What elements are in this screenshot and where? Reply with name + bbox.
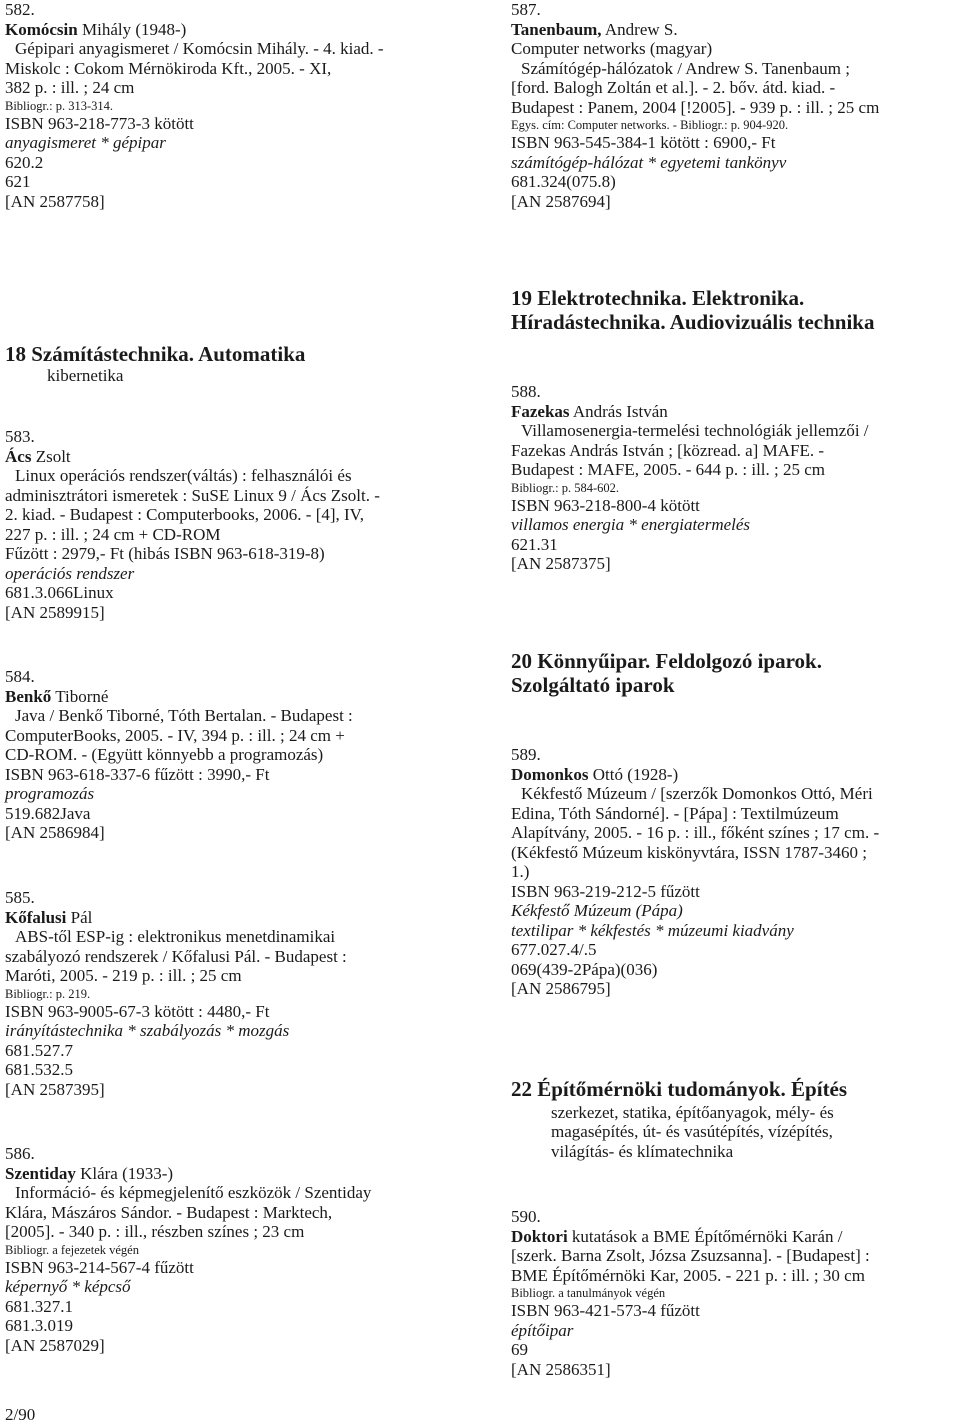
entry-subjects: anyagismeret * gépipar [5, 133, 166, 152]
entry-author: Tanenbaum, Andrew S. [511, 19, 678, 39]
entry-isbn: ISBN 963-218-773-3 kötött [5, 113, 194, 133]
section-heading-22: 22 Építőmérnöki tudományok. Építés [511, 1077, 848, 1101]
entry-subjects: irányítástechnika * szabályozás * mozgás [5, 1021, 290, 1040]
entry-code: 681.532.5 [5, 1060, 73, 1079]
entry-583 [5, 427, 460, 622]
entry-subjects: programozás [5, 784, 95, 803]
entry-author: Kőfalusi Pál [5, 907, 93, 927]
entry-line: Villamosenergia-termelési technológiák jellemzői / [521, 421, 869, 440]
entry-line: Kékfestő Múzeum / [szerzők Domonkos Ottó, Méri [521, 784, 873, 803]
entry-code: 681.3.019 [5, 1316, 73, 1335]
entry-line: szabályozó rendszerek / Kőfalusi Pál. - Budapest : [5, 946, 347, 966]
entry-line: Alapítvány, 2005. - 16 p. : ill., főként színes ; 17 cm. - [511, 823, 880, 842]
entry-isbn: ISBN 963-9005-67-3 kötött : 4480,- Ft [5, 1001, 270, 1021]
entry-line: ComputerBooks, 2005. - IV, 394 p. : ill. ; 24 cm + [5, 725, 345, 745]
section-heading-19: 19 Elektrotechnika. Elektronika. Híradástechnika. Audiovizuális technika [511, 286, 875, 334]
entry-code: 681.3.066Linux [5, 583, 114, 602]
entry-number: 586. [5, 1144, 35, 1163]
entry-an: [AN 2587758] [5, 191, 105, 211]
entry-author: Benkő Tiborné [5, 686, 109, 706]
entry-an: [AN 2587375] [511, 554, 611, 573]
entry-an: [AN 2589915] [5, 602, 105, 622]
entry-line: Gépipari anyagismeret / Komócsin Mihály. - 4. kiad. - [15, 39, 384, 58]
entry-line: adminisztrátori ismeretek : SuSE Linux 9 / Ács Zsolt. - [5, 485, 380, 505]
entry-line: Budapest : MAFE, 2005. - 644 p. : ill. ; 25 cm [511, 460, 826, 479]
entry-note: Bibliogr.: p. 584-602. [511, 480, 619, 495]
entry-note: Bibliogr. a tanulmányok végén [511, 1286, 666, 1300]
entry-code: 069(439-2Pápa)(036) [511, 959, 658, 979]
entry-number: 582. [5, 0, 35, 19]
entry-code: 519.682Java [5, 803, 91, 823]
entry-code: 681.527.7 [5, 1040, 73, 1060]
entry-587 [511, 0, 960, 211]
section-heading-18: 18 Számítástechnika. Automatika [5, 342, 306, 366]
entry-subjects: számítógép-hálózat * egyetemi tankönyv [511, 152, 787, 172]
entry-isbn: ISBN 963-545-384-1 kötött : 6900,- Ft [511, 133, 776, 152]
entry-line: Java / Benkő Tiborné, Tóth Bertalan. - Budapest : [15, 706, 353, 725]
entry-number: 588. [511, 382, 541, 401]
entry-number: 587. [511, 0, 541, 19]
entry-line: 1.) [511, 862, 530, 881]
entry-author: Komócsin Mihály (1948-) [5, 19, 187, 39]
entry-code: 621 [5, 172, 31, 191]
entry-note: Bibliogr. a fejezetek végén [5, 1242, 139, 1257]
entry-line: Számítógép-hálózatok / Andrew S. Tanenbaum ; [521, 58, 850, 78]
entry-subjects: építőipar [511, 1320, 574, 1340]
entry-589 [511, 745, 960, 999]
entry-subjects: Kékfestő Múzeum (Pápa) [511, 901, 683, 920]
entry-subjects: textilipar * kékfestés * múzeumi kiadvány [511, 920, 794, 940]
page-number: 2/90 [5, 1405, 36, 1424]
entry-line: Fazekas András István ; [közread. a] MAFE. - [511, 440, 824, 460]
entry-code: 681.324(075.8) [511, 172, 616, 191]
entry-code: 677.027.4/.5 [511, 940, 597, 959]
entry-number: 589. [511, 745, 541, 764]
entry-line: Computer networks (magyar) [511, 39, 713, 58]
entry-an: [AN 2586984] [5, 823, 105, 842]
entry-number: 585. [5, 888, 35, 907]
entry-note: Bibliogr.: p. 219. [5, 986, 91, 1001]
entry-line: Budapest : Panem, 2004 [!2005]. - 939 p. : ill. ; 25 cm [511, 97, 880, 117]
entry-582 [5, 0, 460, 211]
entry-line: 382 p. : ill. ; 24 cm [5, 78, 135, 97]
entry-588 [511, 382, 960, 574]
entry-isbn: ISBN 963-219-212-5 fűzött [511, 881, 700, 901]
entry-line: Linux operációs rendszer(váltás) : felhasználói és [15, 466, 352, 485]
entry-line: [2005]. - 340 p. : ill., részben színes ; 23 cm [5, 1222, 305, 1241]
entry-number: 584. [5, 667, 35, 686]
entry-line: 227 p. : ill. ; 24 cm + CD-ROM [5, 524, 221, 544]
entry-code: 620.2 [5, 152, 44, 172]
entry-an: [AN 2587395] [5, 1079, 105, 1099]
entry-line: [ford. Balogh Zoltán et al.]. - 2. bőv. átd. kiad. - [511, 78, 836, 97]
section-heading-20: 20 Könnyűipar. Feldolgozó iparok. Szolgáltató iparok [511, 649, 822, 697]
entry-number: 583. [5, 427, 35, 446]
entry-number: 590. [511, 1207, 541, 1226]
entry-line: CD-ROM. - (Együtt könnyebb a programozás) [5, 745, 324, 764]
entry-line: Információ- és képmegjelenítő eszközök / Szentiday [15, 1183, 372, 1202]
section-subheading-22: magasépítés, út- és vasútépítés, vízépítés, [551, 1122, 833, 1141]
entry-subjects: képernyő * képcső [5, 1277, 131, 1296]
entry-an: [AN 2586351] [511, 1359, 611, 1379]
entry-586 [5, 1144, 460, 1355]
entry-code: 621.31 [511, 534, 558, 554]
entry-author: Fazekas András István [511, 401, 668, 421]
entry-isbn: ISBN 963-214-567-4 fűzött [5, 1257, 194, 1277]
section-subheading-22: szerkezet, statika, építőanyagok, mély- és [551, 1103, 834, 1122]
entry-line: (Kékfestő Múzeum kiskönyvtára, ISSN 1787-3460 ; [511, 842, 868, 862]
entry-line: ABS-től ESP-ig : elektronikus menetdinamikai [15, 927, 336, 946]
entry-code: 681.327.1 [5, 1296, 73, 1316]
entry-590 [511, 1207, 960, 1379]
entry-isbn: ISBN 963-218-800-4 kötött [511, 495, 700, 515]
entry-line: Edina, Tóth Sándorné]. - [Pápa] : Textilmúzeum [511, 803, 839, 823]
entry-line: [szerk. Barna Zsolt, Józsa Zsuzsanna]. - [Budapest] : [511, 1246, 870, 1265]
entry-note: Bibliogr.: p. 313-314. [5, 98, 113, 113]
entry-subjects: operációs rendszer [5, 563, 135, 583]
entry-line: ISBN 963-618-337-6 fűzött : 3990,- Ft [5, 764, 270, 784]
entry-an: [AN 2587029] [5, 1335, 105, 1355]
entry-an: [AN 2586795] [511, 979, 611, 998]
entry-author: Domonkos Ottó (1928-) [511, 764, 679, 784]
entry-author: Doktori kutatások a BME Építőmérnöki Karán / [511, 1226, 843, 1246]
entry-line: Miskolc : Cokom Mérnökiroda Kft., 2005. - XI, [5, 58, 332, 78]
entry-line: Fűzött : 2979,- Ft (hibás ISBN 963-618-319-8) [5, 544, 325, 563]
entry-note: Egys. cím: Computer networks. - Bibliogr.: p. 904-920. [511, 118, 789, 132]
entry-585 [5, 888, 460, 1099]
entry-author: Ács Zsolt [5, 446, 71, 466]
entry-author: Szentiday Klára (1933-) [5, 1163, 174, 1183]
entry-584 [5, 667, 460, 843]
entry-line: 2. kiad. - Budapest : Computerbooks, 2006. - [4], IV, [5, 505, 365, 524]
entry-an: [AN 2587694] [511, 191, 611, 211]
section-subheading-22: világítás- és klímatechnika [551, 1142, 734, 1161]
entry-line: BME Építőmérnöki Kar, 2005. - 221 p. : ill. ; 30 cm [511, 1265, 865, 1285]
entry-code: 69 [511, 1340, 528, 1359]
entry-line: Maróti, 2005. - 219 p. : ill. ; 25 cm [5, 966, 242, 985]
entry-line: Klára, Mászáros Sándor. - Budapest : Marktech, [5, 1202, 333, 1222]
entry-subjects: villamos energia * energiatermelés [511, 515, 751, 534]
entry-isbn: ISBN 963-421-573-4 fűzött [511, 1301, 700, 1320]
section-subheading-18: kibernetika [47, 366, 124, 385]
